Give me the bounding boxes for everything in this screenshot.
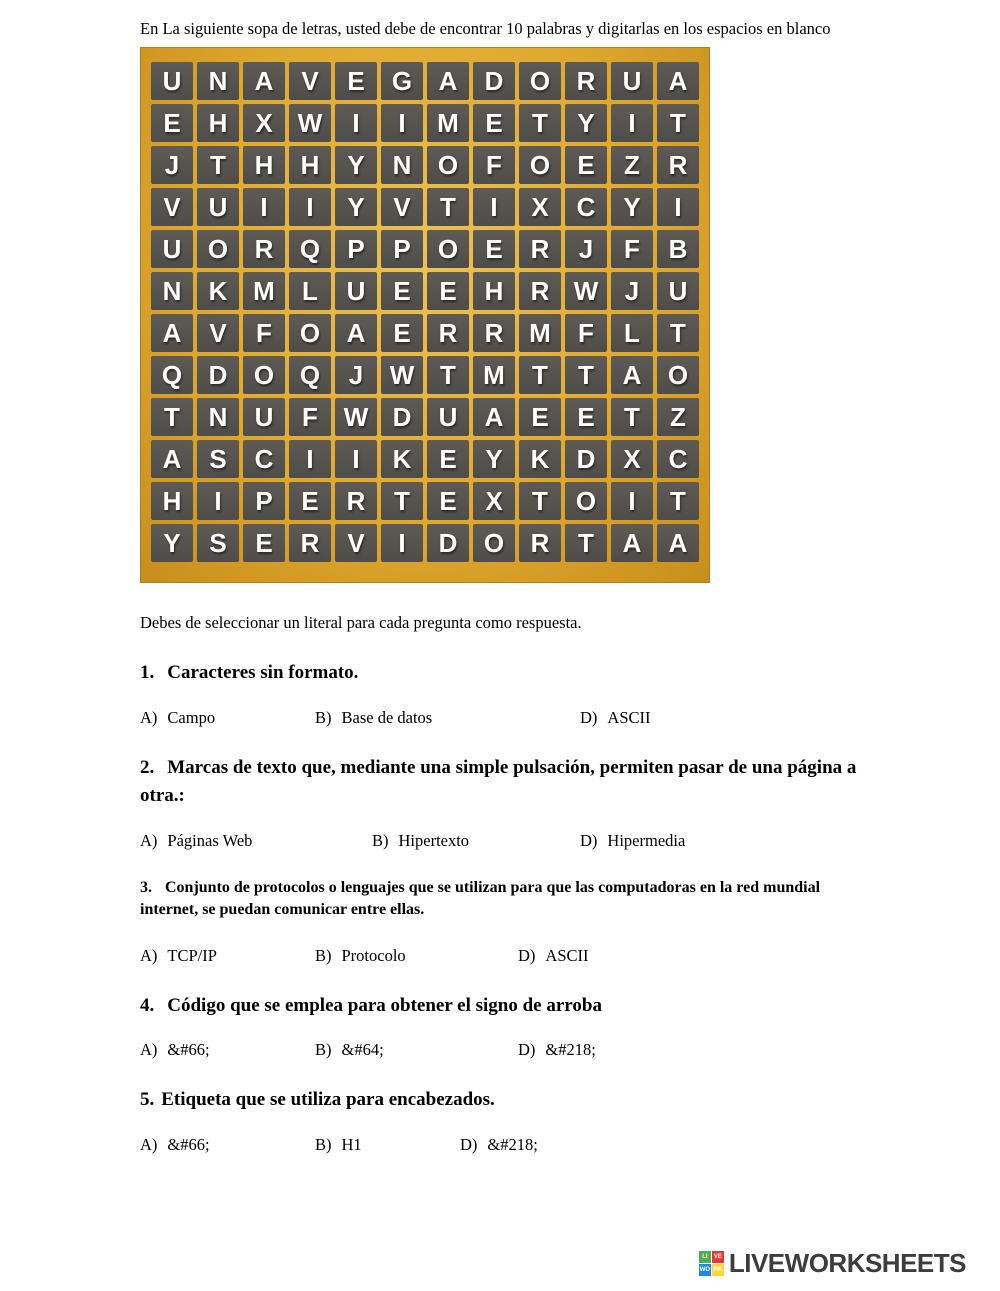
grid-letter[interactable]: T <box>565 356 607 394</box>
grid-letter[interactable]: A <box>427 62 469 100</box>
grid-letter[interactable]: D <box>473 62 515 100</box>
answer-option-b[interactable] <box>315 946 518 966</box>
grid-letter[interactable]: O <box>427 230 469 268</box>
grid-letter[interactable]: Y <box>565 104 607 142</box>
grid-letter[interactable]: I <box>289 188 331 226</box>
option-text: &#66; <box>167 1040 210 1060</box>
grid-letter[interactable]: O <box>243 356 285 394</box>
grid-letter[interactable]: F <box>473 146 515 184</box>
grid-letter[interactable]: J <box>611 272 653 310</box>
question-4 <box>140 992 870 1061</box>
grid-letter[interactable]: V <box>151 188 193 226</box>
logo-square: RK <box>712 1264 724 1276</box>
option-text: H1 <box>341 1134 362 1154</box>
grid-letter[interactable]: A <box>335 314 377 352</box>
grid-letter[interactable]: O <box>289 314 331 352</box>
grid-letter[interactable]: E <box>565 146 607 184</box>
footer <box>699 1248 966 1279</box>
grid-letter[interactable]: Y <box>151 524 193 562</box>
question-3 <box>140 877 870 966</box>
logo-square: VE <box>712 1251 724 1263</box>
grid-letter[interactable]: E <box>519 398 561 436</box>
grid-letter[interactable]: D <box>381 398 423 436</box>
grid-letter[interactable]: E <box>427 272 469 310</box>
grid-letter[interactable]: A <box>611 356 653 394</box>
grid-letter[interactable]: E <box>473 104 515 142</box>
answer-options <box>140 1040 870 1060</box>
answer-option-a[interactable] <box>140 708 315 728</box>
grid-letter[interactable]: I <box>289 440 331 478</box>
answer-option-b[interactable] <box>315 1135 460 1155</box>
grid-letter[interactable]: W <box>289 104 331 142</box>
option-text: Base de datos <box>341 707 433 727</box>
grid-letter[interactable]: O <box>197 230 239 268</box>
question-text: Caracteres sin formato. <box>167 662 359 684</box>
grid-letter[interactable]: T <box>151 398 193 436</box>
grid-letter[interactable]: U <box>657 272 699 310</box>
answer-option-a[interactable] <box>140 1135 315 1155</box>
question-text: Marcas de texto que, mediante una simple pulsación, permiten pasar de una página a otra.: <box>140 756 857 807</box>
option-text: &#218; <box>545 1040 596 1060</box>
answer-option-a[interactable] <box>140 1040 315 1060</box>
question-heading <box>140 877 860 922</box>
question-5 <box>140 1086 870 1155</box>
grid-letter[interactable]: T <box>657 314 699 352</box>
option-text: Hipertexto <box>398 830 470 850</box>
option-letter: B) <box>315 1040 332 1060</box>
grid-letter[interactable]: R <box>243 230 285 268</box>
logo-square: WO <box>699 1264 711 1276</box>
option-text: TCP/IP <box>167 945 217 965</box>
option-letter: A) <box>140 830 158 850</box>
grid-letter[interactable]: R <box>473 314 515 352</box>
grid-letter[interactable]: T <box>519 356 561 394</box>
grid-letter[interactable]: X <box>473 482 515 520</box>
option-letter: B) <box>315 1134 332 1154</box>
grid-letter[interactable]: N <box>381 146 423 184</box>
grid-letter[interactable]: A <box>151 440 193 478</box>
grid-letter[interactable]: A <box>243 62 285 100</box>
grid-letter[interactable]: H <box>243 146 285 184</box>
question-number: 3. <box>140 878 152 896</box>
grid-letter[interactable]: F <box>565 314 607 352</box>
grid-letter[interactable]: V <box>381 188 423 226</box>
grid-letter[interactable]: I <box>197 482 239 520</box>
grid-letter[interactable]: A <box>657 524 699 562</box>
grid-letter[interactable]: O <box>657 356 699 394</box>
grid-letter[interactable]: F <box>243 314 285 352</box>
option-letter: A) <box>140 1134 158 1154</box>
grid-letter[interactable]: V <box>335 524 377 562</box>
grid-letter[interactable]: C <box>565 188 607 226</box>
question-number: 4. <box>140 994 155 1016</box>
grid-letter[interactable]: N <box>151 272 193 310</box>
grid-letter[interactable]: U <box>151 62 193 100</box>
liveworksheets-icon <box>699 1251 724 1276</box>
question-heading <box>140 754 860 811</box>
answer-option-d[interactable] <box>460 1135 538 1155</box>
answer-option-a[interactable] <box>140 831 372 851</box>
grid-letter[interactable]: H <box>197 104 239 142</box>
answer-options <box>140 708 870 728</box>
answer-option-d[interactable] <box>580 831 685 851</box>
option-text: Páginas Web <box>167 830 253 850</box>
grid-letter[interactable]: P <box>335 230 377 268</box>
grid-letter[interactable]: T <box>565 524 607 562</box>
grid-letter[interactable]: I <box>611 482 653 520</box>
grid-letter[interactable]: M <box>519 314 561 352</box>
question-text: Código que se emplea para obtener el signo de arroba <box>167 994 602 1016</box>
grid-letter[interactable]: I <box>243 188 285 226</box>
answer-option-d[interactable] <box>518 946 589 966</box>
option-text: Hipermedia <box>607 830 686 850</box>
grid-letter[interactable]: E <box>151 104 193 142</box>
grid-letter[interactable]: R <box>519 272 561 310</box>
grid-letter[interactable]: I <box>473 188 515 226</box>
answer-option-b[interactable] <box>315 1040 518 1060</box>
grid-letter[interactable]: A <box>151 314 193 352</box>
option-text: Protocolo <box>341 945 406 965</box>
grid-letter[interactable]: I <box>381 104 423 142</box>
answer-option-d[interactable] <box>580 708 651 728</box>
grid-letter[interactable]: E <box>381 272 423 310</box>
answer-option-d[interactable] <box>518 1040 596 1060</box>
grid-letter[interactable]: S <box>197 524 239 562</box>
question-1 <box>140 659 870 728</box>
answer-options <box>140 1135 870 1155</box>
grid-letter[interactable]: E <box>335 62 377 100</box>
grid-letter[interactable]: X <box>243 104 285 142</box>
option-text: ASCII <box>545 945 589 965</box>
answer-option-a[interactable] <box>140 946 315 966</box>
question-2 <box>140 754 870 851</box>
grid-letter[interactable]: I <box>657 188 699 226</box>
grid-letter[interactable]: K <box>519 440 561 478</box>
answer-options <box>140 831 870 851</box>
grid-letter[interactable]: K <box>381 440 423 478</box>
liveworksheets-brand[interactable]: LIVEWORKSHEETS <box>728 1248 966 1278</box>
grid-letter[interactable]: A <box>657 62 699 100</box>
grid-letter[interactable]: U <box>335 272 377 310</box>
option-letter: D) <box>460 1134 478 1154</box>
grid-letter[interactable]: V <box>197 314 239 352</box>
grid-letter[interactable]: Y <box>335 188 377 226</box>
grid-letter[interactable]: F <box>611 230 653 268</box>
grid-letter[interactable]: P <box>243 482 285 520</box>
grid-letter[interactable]: Q <box>289 356 331 394</box>
grid-letter[interactable]: M <box>473 356 515 394</box>
grid-letter[interactable]: T <box>381 482 423 520</box>
grid-letter[interactable]: F <box>289 398 331 436</box>
grid-letter[interactable]: R <box>289 524 331 562</box>
grid-letter[interactable]: O <box>519 146 561 184</box>
answer-options <box>140 946 870 966</box>
question-heading <box>140 659 860 688</box>
grid-letter[interactable]: X <box>611 440 653 478</box>
grid-letter[interactable]: I <box>335 440 377 478</box>
grid-letter[interactable]: M <box>427 104 469 142</box>
grid-letter[interactable]: I <box>381 524 423 562</box>
question-heading <box>140 1086 860 1115</box>
answer-option-b[interactable] <box>372 831 580 851</box>
grid-letter[interactable]: T <box>197 146 239 184</box>
grid-letter[interactable]: V <box>289 62 331 100</box>
grid-letter[interactable]: W <box>335 398 377 436</box>
grid-letter[interactable]: T <box>611 398 653 436</box>
grid-letter[interactable]: L <box>611 314 653 352</box>
question-text: Conjunto de protocolos o lenguajes que se utilizan para que las computadoras en la red mundial internet, se puedan comunicar entre ellas. <box>140 878 821 919</box>
grid-letter[interactable]: E <box>565 398 607 436</box>
option-letter: A) <box>140 1040 158 1060</box>
grid-letter[interactable]: O <box>519 62 561 100</box>
grid-letter[interactable]: O <box>473 524 515 562</box>
grid-letter[interactable]: A <box>611 524 653 562</box>
question-number: 1. <box>140 662 155 684</box>
grid-letter[interactable]: W <box>565 272 607 310</box>
option-letter: B) <box>315 707 332 727</box>
option-text: &#64; <box>341 1040 384 1060</box>
grid-letter[interactable]: J <box>565 230 607 268</box>
question-text: Etiqueta que se utiliza para encabezados. <box>161 1089 495 1111</box>
grid-letter[interactable]: D <box>197 356 239 394</box>
grid-letter[interactable]: T <box>427 356 469 394</box>
grid-letter[interactable]: T <box>657 482 699 520</box>
grid-letter[interactable]: Z <box>611 146 653 184</box>
grid-letter[interactable]: D <box>565 440 607 478</box>
grid-letter[interactable]: T <box>657 104 699 142</box>
grid-letter[interactable]: E <box>427 482 469 520</box>
grid-letter[interactable]: N <box>197 398 239 436</box>
grid-letter[interactable]: E <box>427 440 469 478</box>
option-letter: D) <box>518 1040 536 1060</box>
option-text: &#66; <box>167 1134 210 1154</box>
grid-letter[interactable]: U <box>611 62 653 100</box>
grid-letter[interactable]: I <box>335 104 377 142</box>
grid-letter[interactable]: W <box>381 356 423 394</box>
grid-letter[interactable]: H <box>289 146 331 184</box>
grid-letter[interactable]: S <box>197 440 239 478</box>
option-letter: A) <box>140 945 158 965</box>
grid-letter[interactable]: R <box>519 230 561 268</box>
grid-letter[interactable]: L <box>289 272 331 310</box>
grid-letter[interactable]: E <box>473 230 515 268</box>
option-letter: B) <box>372 830 389 850</box>
grid-letter[interactable]: Y <box>335 146 377 184</box>
option-text: &#218; <box>487 1134 538 1154</box>
grid-letter[interactable]: Y <box>473 440 515 478</box>
grid-letter[interactable]: R <box>657 146 699 184</box>
grid-letter[interactable]: R <box>427 314 469 352</box>
grid-letter[interactable]: U <box>243 398 285 436</box>
grid-letter[interactable]: E <box>289 482 331 520</box>
logo-square: LI <box>699 1251 711 1263</box>
option-letter: D) <box>580 830 598 850</box>
grid-letter[interactable]: R <box>565 62 607 100</box>
grid-letter[interactable]: M <box>243 272 285 310</box>
option-text: ASCII <box>607 707 651 727</box>
question-number: 5. <box>140 1089 155 1111</box>
grid-letter[interactable]: Y <box>611 188 653 226</box>
grid-letter[interactable]: Z <box>657 398 699 436</box>
option-letter: D) <box>518 945 536 965</box>
grid-letter[interactable]: C <box>243 440 285 478</box>
grid-letter[interactable]: N <box>197 62 239 100</box>
grid-letter[interactable]: I <box>611 104 653 142</box>
grid-letter[interactable]: H <box>151 482 193 520</box>
grid-letter[interactable]: E <box>243 524 285 562</box>
grid-letter[interactable]: B <box>657 230 699 268</box>
grid-letter[interactable]: T <box>427 188 469 226</box>
grid-letter[interactable]: G <box>381 62 423 100</box>
grid-letter[interactable]: D <box>427 524 469 562</box>
questions-section <box>140 659 870 1154</box>
grid-letter[interactable]: H <box>473 272 515 310</box>
question-heading <box>140 992 860 1021</box>
grid-letter[interactable]: E <box>381 314 423 352</box>
grid-letter[interactable]: Q <box>289 230 331 268</box>
option-text: Campo <box>167 707 216 727</box>
selection-instruction: Debes de seleccionar un literal para cada pregunta como respuesta. <box>140 613 582 633</box>
grid-letter[interactable]: R <box>519 524 561 562</box>
option-letter: A) <box>140 707 158 727</box>
grid-letter[interactable]: O <box>427 146 469 184</box>
answer-option-b[interactable] <box>315 708 580 728</box>
intro-text: En La siguiente sopa de letras, usted debe de encontrar 10 palabras y digitarlas en los espacios en blanco <box>140 19 831 38</box>
grid-letter[interactable]: R <box>335 482 377 520</box>
grid-letter[interactable]: J <box>151 146 193 184</box>
wordsearch-grid[interactable] <box>140 47 710 583</box>
grid-letter[interactable]: Q <box>151 356 193 394</box>
grid-letter[interactable]: U <box>151 230 193 268</box>
grid-letter[interactable]: A <box>473 398 515 436</box>
grid-letter[interactable]: X <box>519 188 561 226</box>
option-letter: B) <box>315 945 332 965</box>
grid-letter[interactable]: T <box>519 482 561 520</box>
grid-letter[interactable]: U <box>427 398 469 436</box>
question-number: 2. <box>140 756 155 778</box>
option-letter: D) <box>580 707 598 727</box>
grid-letter[interactable]: K <box>197 272 239 310</box>
grid-letter[interactable]: O <box>565 482 607 520</box>
grid-letter[interactable]: C <box>657 440 699 478</box>
grid-letter[interactable]: U <box>197 188 239 226</box>
grid-letter[interactable]: T <box>519 104 561 142</box>
grid-letter[interactable]: J <box>335 356 377 394</box>
grid-letter[interactable]: P <box>381 230 423 268</box>
